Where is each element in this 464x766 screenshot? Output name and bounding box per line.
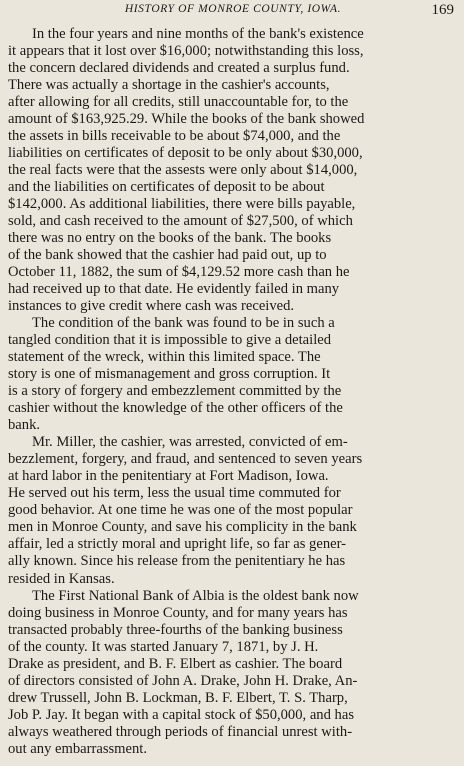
text-line: there was no entry on the books of the bank. The books <box>8 230 332 247</box>
text-line: $142,000. As additional liabilities, there were bills payable, <box>8 196 356 213</box>
text-line: Job P. Jay. It began with a capital stock of $50,000, and has <box>8 706 354 723</box>
body-text <box>8 26 458 758</box>
text-line: out any embarrassment. <box>8 740 148 757</box>
text-line: Mr. Miller, the cashier, was arrested, convicted of em- <box>32 434 348 451</box>
text-line: doing business in Monroe County, and for many years has <box>8 604 348 621</box>
paragraph <box>8 315 458 434</box>
text-line: cashier without the knowledge of the other officers of the <box>8 400 343 417</box>
paragraph <box>8 588 458 758</box>
text-line: always weathered through periods of financial unrest with- <box>8 723 353 740</box>
text-line: instances to give credit where cash was received. <box>8 298 295 315</box>
text-line: of the county. It was started January 7, 1871, by J. H. <box>8 638 319 655</box>
text-line: affair, led a strictly moral and upright life, so far as gener- <box>8 536 347 553</box>
paragraph <box>8 434 458 587</box>
page-header <box>8 2 458 22</box>
text-line: it appears that it lost over $16,000; notwithstanding this loss, <box>8 43 364 60</box>
text-line: drew Trussell, John B. Lockman, B. F. Elbert, T. S. Tharp, <box>8 689 348 706</box>
text-line: good behavior. At one time he was one of the most popular <box>8 502 353 519</box>
page-number: 169 <box>431 2 454 18</box>
text-line: of the bank showed that the cashier had paid out, up to <box>8 247 327 264</box>
text-line: The condition of the bank was found to be in such a <box>32 315 335 332</box>
text-line: October 11, 1882, the sum of $4,129.52 more cash than he <box>8 264 350 281</box>
running-title: HISTORY OF MONROE COUNTY, IOWA. <box>124 3 342 15</box>
text-line: story is one of mismanagement and gross corruption. It <box>8 366 331 383</box>
text-line: men in Monroe County, and save his complicity in the bank <box>8 519 357 536</box>
text-line: had received up to that date. He evidently failed in many <box>8 281 340 298</box>
text-line: is a story of forgery and embezzlement committed by the <box>8 383 342 400</box>
text-line: statement of the wreck, within this limited space. The <box>8 349 321 366</box>
text-line: ally known. Since his release from the penitentiary he has <box>8 553 346 570</box>
text-line: amount of $163,925.29. While the books of the bank showed <box>8 111 365 128</box>
text-line: liabilities on certificates of deposit to be only about $30,000, <box>8 145 363 162</box>
text-line: tangled condition that it is impossible to give a detailed <box>8 332 332 349</box>
text-line: the assets in bills receivable to be about $74,000, and the <box>8 128 341 145</box>
text-line: In the four years and nine months of the bank's existence <box>32 26 364 42</box>
text-line: the real facts were that the assests were only about $14,000, <box>8 162 358 179</box>
text-line: The First National Bank of Albia is the oldest bank now <box>32 587 359 604</box>
text-line: There was actually a shortage in the cashier's accounts, <box>8 77 330 94</box>
text-line: and the liabilities on certificates of deposit to be about <box>8 179 325 196</box>
text-line: bank. <box>8 417 41 434</box>
text-line: the concern declared dividends and created a surplus fund. <box>8 60 350 77</box>
text-line: of directors consisted of John A. Drake, John H. Drake, An- <box>8 672 358 689</box>
text-line: Drake as president, and B. F. Elbert as cashier. The board <box>8 655 343 672</box>
text-line: after allowing for all credits, still unaccountable for, to the <box>8 94 349 111</box>
paragraph <box>8 26 458 315</box>
text-line: transacted probably three-fourths of the banking business <box>8 621 343 638</box>
text-line: at hard labor in the penitentiary at Fort Madison, Iowa. <box>8 468 329 485</box>
text-line: bezzlement, forgery, and fraud, and sentenced to seven years <box>8 451 363 468</box>
text-line: resided in Kansas. <box>8 570 115 587</box>
text-line: sold, and cash received to the amount of $27,500, of which <box>8 213 353 230</box>
text-line: He served out his term, less the usual time commuted for <box>8 485 341 502</box>
